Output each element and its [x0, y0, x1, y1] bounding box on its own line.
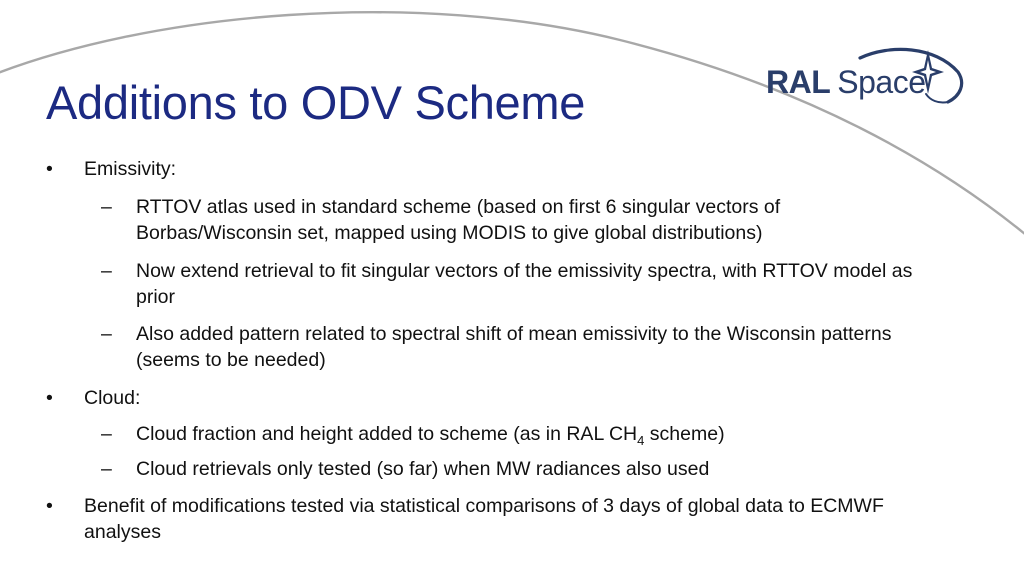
bullet-benefit [46, 493, 946, 545]
dash-marker: – [101, 260, 112, 282]
bullet-marker: • [46, 158, 53, 180]
sub-bullet-text: Also added pattern related to spectral shift of mean emissivity to the Wisconsin patterns (seems to be needed) [136, 323, 892, 371]
sub-bullet-extend-retrieval [101, 258, 931, 310]
bullet-emissivity [46, 156, 946, 182]
logo-text-space: Space [837, 64, 926, 100]
sub-bullet-rttov-atlas [101, 194, 921, 246]
logo-wordmark [766, 64, 926, 101]
bullet-marker: • [46, 495, 53, 517]
dash-marker: – [101, 458, 112, 480]
bullet-text: Cloud: [84, 387, 141, 409]
cloud-fraction-text: Cloud fraction and height added to scheme (as in RAL CH [136, 423, 638, 445]
sub-bullet-cloud-fraction [101, 421, 931, 449]
ral-space-logo [760, 44, 970, 110]
sub-bullet-text: RTTOV atlas used in standard scheme (based on first 6 singular vectors of Borbas/Wisconsin set, mapped using MODIS to give global distributions) [136, 196, 781, 244]
bullet-cloud [46, 385, 946, 411]
ch4-subscript: 4 [637, 433, 645, 448]
dash-marker: – [101, 323, 112, 345]
sub-bullet-cloud-retrievals [101, 456, 931, 482]
logo-text-ral: RAL [766, 64, 831, 100]
dash-marker: – [101, 196, 112, 218]
dash-marker: – [101, 423, 112, 445]
sub-bullet-text [136, 421, 931, 449]
bullet-marker: • [46, 387, 53, 409]
slide-title: Additions to ODV Scheme [46, 76, 586, 129]
sub-bullet-spectral-shift [101, 321, 931, 373]
cloud-fraction-text-end: scheme) [644, 423, 725, 445]
bullet-text: Benefit of modifications tested via statistical comparisons of 3 days of global data to ECMWF analyses [84, 495, 884, 543]
bullet-text: Emissivity: [84, 158, 177, 180]
sub-bullet-text: Now extend retrieval to fit singular vectors of the emissivity spectra, with RTTOV model as prior [136, 260, 913, 308]
sub-bullet-text: Cloud retrievals only tested (so far) when MW radiances also used [136, 458, 710, 480]
